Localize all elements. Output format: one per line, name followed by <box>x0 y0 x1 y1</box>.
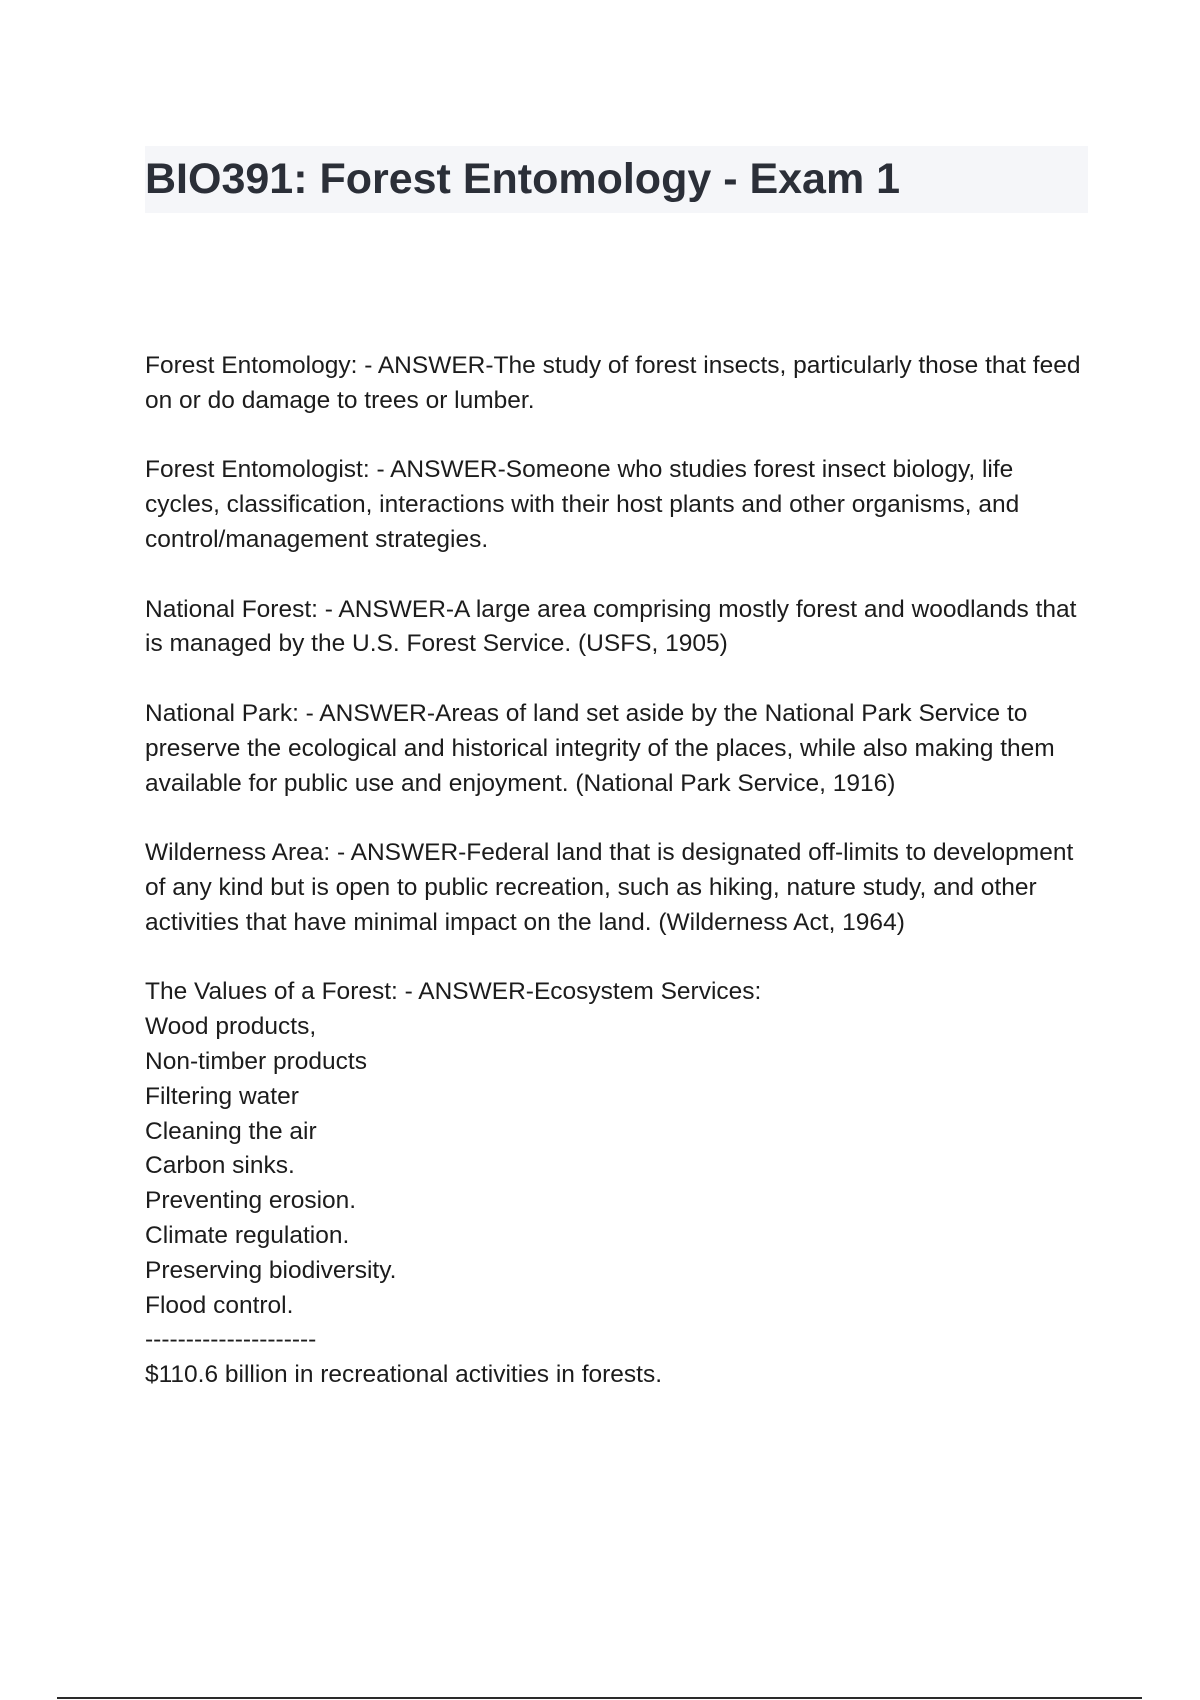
values-list-line: Climate regulation. <box>145 1221 350 1249</box>
entry-text: Wilderness Area: - ANSWER-Federal land that is designated off-limits to development of any kind but is open to public recreation, such as hiking, nature study, and other activities that have minimal impact on the land. (Wilderness Act, 1964) <box>145 839 1074 936</box>
values-list-line: Preventing erosion. <box>145 1187 357 1215</box>
qa-entry <box>145 453 1090 557</box>
qa-entry <box>145 697 1090 801</box>
values-list-line: $110.6 billion in recreational activities in forests. <box>145 1361 663 1389</box>
document-body <box>145 349 1090 1428</box>
qa-entry <box>145 349 1090 419</box>
document-title: BIO391: Forest Entomology - Exam 1 <box>145 155 901 203</box>
values-list-line: Carbon sinks. <box>145 1152 295 1180</box>
values-list-line: Cleaning the air <box>145 1117 317 1145</box>
values-list-line: Filtering water <box>145 1082 299 1110</box>
values-heading: The Values of a Forest: - ANSWER-Ecosystem Services: <box>145 978 762 1006</box>
entry-text: Forest Entomology: - ANSWER-The study of forest insects, particularly those that feed on or do damage to trees or lumber. <box>145 352 1081 414</box>
entry-text: National Park: - ANSWER-Areas of land set aside by the National Park Service to preserve the ecological and historical integrity of the places, while also making them available for public use and enjoyment. (National Park Service, 1916) <box>145 699 1055 797</box>
values-list-line: Flood control. <box>145 1291 294 1319</box>
values-separator: --------------------- <box>145 1326 317 1354</box>
entry-text: National Forest: - ANSWER-A large area comprising mostly forest and woodlands that is managed by the U.S. Forest Service. (USFS, 1905) <box>145 595 1077 658</box>
values-list-line: Non-timber products <box>145 1047 367 1075</box>
qa-entry <box>145 593 1090 663</box>
values-list-line: Preserving biodiversity. <box>145 1256 397 1284</box>
values-entry <box>145 975 1090 1393</box>
entry-text: Forest Entomologist: - ANSWER-Someone who studies forest insect biology, life cycles, classification, interactions with their host plants and other organisms, and control/management strategies. <box>145 456 1020 553</box>
qa-entry <box>145 836 1090 940</box>
values-list-line: Wood products, <box>145 1013 317 1041</box>
footer-divider <box>57 1697 1142 1699</box>
